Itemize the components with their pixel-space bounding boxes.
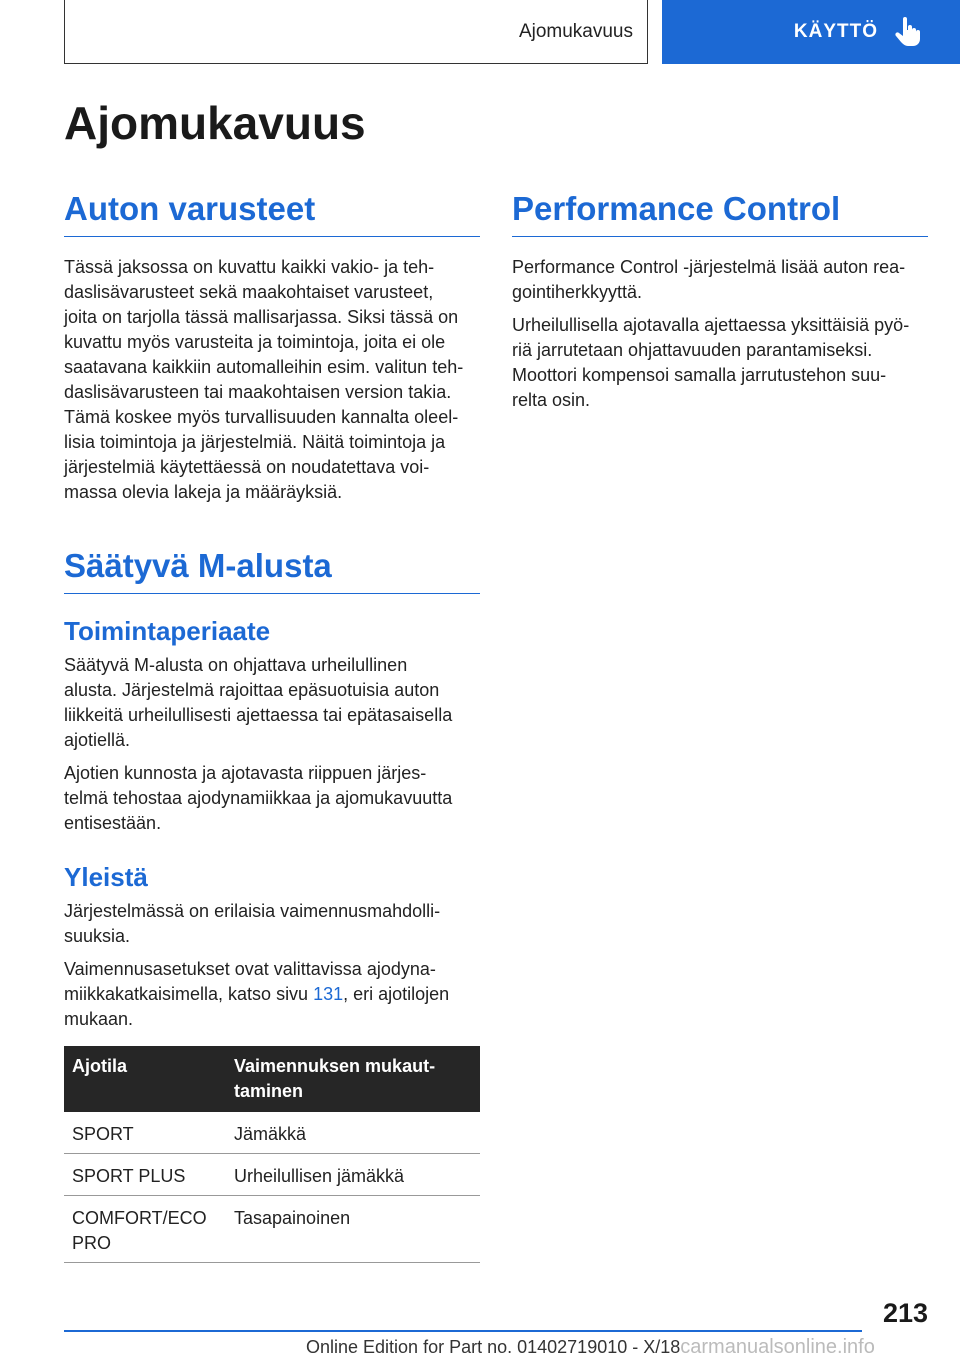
- text-line: Järjestelmässä on erilaisia vaimennusmahdolli-: [64, 901, 441, 921]
- text-line: lisia toimintoja ja järjestelmiä. Näitä toimintoja ja: [64, 432, 446, 452]
- table-header-row: [64, 1046, 480, 1112]
- text-line: daslisävarusteen tai maakohtaisen version takia.: [64, 382, 452, 402]
- text-line: liikkeitä urheilullisesti ajettaessa tai epätasaisella: [64, 705, 453, 725]
- text-line: saatavana kaikkiin automalleihin esim. valitun teh-: [64, 357, 464, 377]
- text-line: Performance Control -järjestelmä lisää auton rea-: [512, 257, 906, 277]
- page-reference-link[interactable]: 131: [313, 984, 344, 1004]
- text-line: entisestään.: [64, 813, 162, 833]
- text-line: Tässä jaksossa on kuvattu kaikki vakio- ja teh-: [64, 257, 435, 277]
- text-line: alusta. Järjestelmä rajoittaa epäsuotuisia auton: [64, 680, 440, 700]
- principle-paragraph-1: [64, 653, 480, 753]
- damping-modes-table: [64, 1046, 480, 1263]
- text-line: Urheilullisella ajotavalla ajettaessa yksittäisiä pyö-: [512, 315, 910, 335]
- table-cell: Urheilullisen jämäkkä: [226, 1154, 480, 1196]
- text-line: mukaan.: [64, 1009, 134, 1029]
- equipment-paragraph: [64, 255, 480, 505]
- section-title: KÄYTTÖ: [793, 21, 878, 42]
- heading-equipment: Auton varusteet: [64, 190, 480, 237]
- heading-performance-control: Performance Control: [512, 190, 928, 237]
- text-line: Ajotien kunnosta ja ajotavasta riippuen järjes-: [64, 763, 427, 783]
- watermark-logo: carmanualsonline.info: [680, 1336, 875, 1358]
- text-fragment: miikkakatkaisimella, katso sivu: [64, 984, 314, 1004]
- general-paragraph-2: [64, 957, 480, 1032]
- section-header-tab: [662, 0, 960, 64]
- text-line: gointiherkkyyttä.: [512, 282, 643, 302]
- text-line: massa olevia lakeja ja määräyksiä.: [64, 482, 343, 502]
- footer-divider: [64, 1330, 862, 1332]
- left-column: [64, 190, 480, 1263]
- text-line: telmä tehostaa ajodynamiikkaa ja ajomukavuutta: [64, 788, 453, 808]
- column-header-mode: Ajotila: [64, 1046, 226, 1112]
- heading-general: Yleistä: [64, 862, 148, 892]
- right-column: [512, 190, 928, 413]
- table-cell: Tasapainoinen: [226, 1196, 480, 1263]
- table-cell: SPORT PLUS: [64, 1154, 226, 1196]
- text-line: suuksia.: [64, 926, 131, 946]
- page-number: 213: [882, 1298, 928, 1328]
- pointing-hand-icon: [892, 17, 922, 47]
- text-line: järjestelmiä käytettäessä on noudatettava voi-: [64, 457, 430, 477]
- text-line: Tämä koskee myös turvallisuuden kannalta oleel-: [64, 407, 459, 427]
- heading-principle: Toimintaperiaate: [64, 616, 271, 646]
- text-line: ajotiellä.: [64, 730, 131, 750]
- performance-paragraph-1: [512, 255, 928, 305]
- general-paragraph-1: [64, 899, 480, 949]
- text-line: daslisävarusteet sekä maakohtaiset varusteet,: [64, 282, 434, 302]
- table-row: [64, 1196, 480, 1263]
- principle-paragraph-2: [64, 761, 480, 836]
- column-header-damping: Vaimennuksen mukaut- taminen: [226, 1046, 480, 1112]
- text-line: Säätyvä M-alusta on ohjattava urheilullinen: [64, 655, 408, 675]
- performance-paragraph-2: [512, 313, 928, 413]
- text-line: Vaimennusasetukset ovat valittavissa ajodyna-: [64, 959, 436, 979]
- text-line: [64, 982, 480, 1007]
- table-cell: Jämäkkä: [226, 1112, 480, 1154]
- text-fragment: , eri ajotilojen: [343, 984, 450, 1004]
- text-line: relta osin.: [512, 390, 591, 410]
- table-cell: SPORT: [64, 1112, 226, 1154]
- heading-chassis: Säätyvä M-alusta: [64, 547, 480, 594]
- text-line: Moottori kompensoi samalla jarrutustehon suu-: [512, 365, 887, 385]
- text-line: joita on tarjolla tässä mallisarjassa. Siksi tässä on: [64, 307, 459, 327]
- page-title: Ajomukavuus: [64, 97, 366, 149]
- text-line: riä jarrutetaan ohjattavuuden parantamiseksi.: [512, 340, 873, 360]
- edition-text: Online Edition for Part no. 01402719010 - X/18: [306, 1337, 681, 1357]
- table-cell: COMFORT/ECO PRO: [64, 1196, 226, 1263]
- table-row: [64, 1112, 480, 1154]
- footer-edition: [306, 1336, 875, 1359]
- chapter-header-tab: [64, 0, 648, 64]
- table-row: [64, 1154, 480, 1196]
- text-line: kuvattu myös varusteita ja toimintoja, joita ei ole: [64, 332, 446, 352]
- chapter-title: Ajomukavuus: [518, 20, 633, 42]
